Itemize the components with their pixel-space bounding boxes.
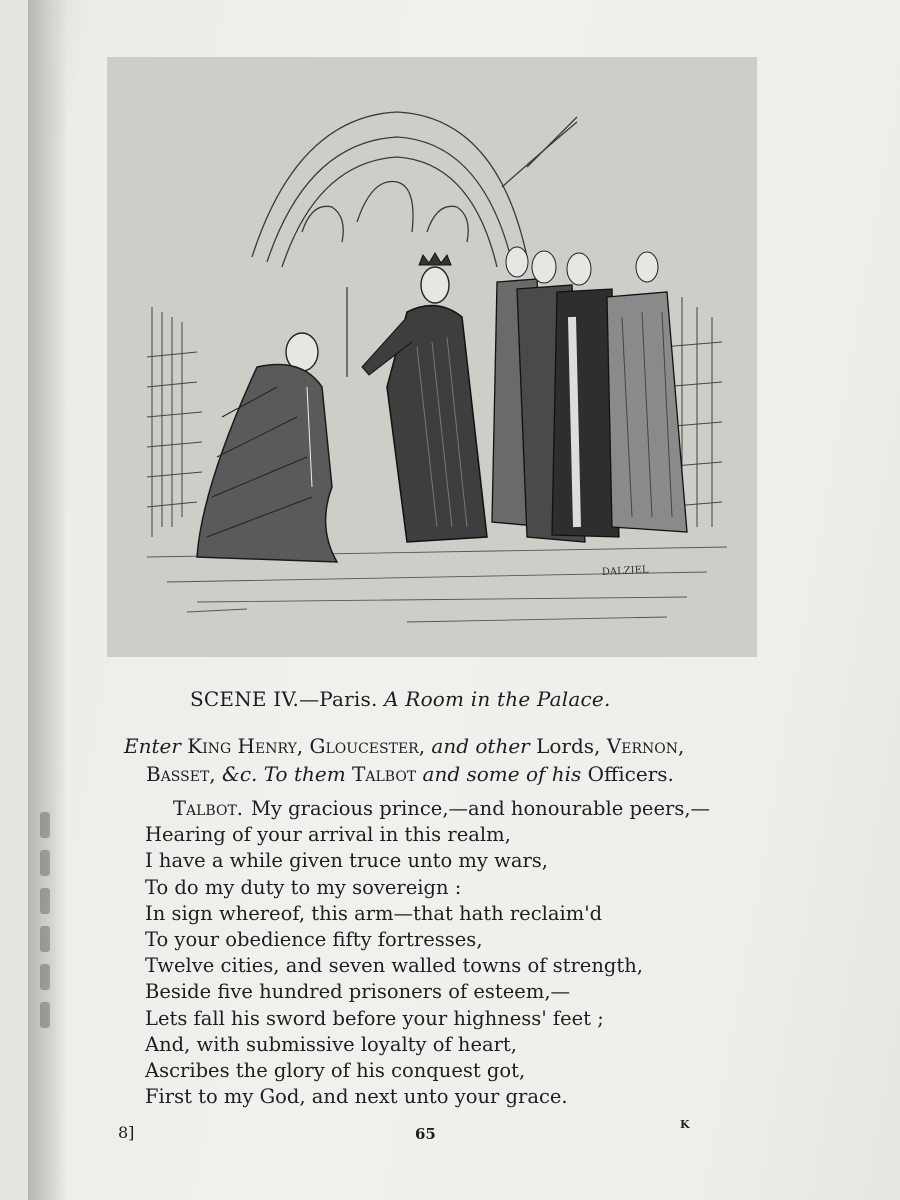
verse-line: Lets fall his sword before your highness' feet ; <box>145 1006 604 1030</box>
verse-line: And, with submissive loyalty of heart, <box>145 1032 517 1056</box>
stage-talbot: Talbot <box>352 762 417 786</box>
verse-line: Ascribes the glory of his conquest got, <box>145 1059 526 1083</box>
stage-enter: Enter <box>124 734 181 758</box>
stage-officers: Officers. <box>587 762 674 786</box>
verse-line: Beside five hundred prisoners of esteem,— <box>145 980 571 1004</box>
stage-lords: Lords, <box>536 734 601 758</box>
scene-dash: — <box>299 687 320 711</box>
facing-page-bleed <box>34 800 64 1080</box>
verse-line: Hearing of your arrival in this realm, <box>145 823 511 847</box>
scene-place: Paris. <box>319 687 378 711</box>
stage-and-some: and some of his <box>422 762 582 786</box>
scene-room: A Room in the Palace. <box>384 687 611 711</box>
stage-vernon: Vernon, <box>606 734 685 758</box>
stage-direction <box>124 732 764 788</box>
stage-to-them: To them <box>263 762 346 786</box>
engraver-signature: DALZIEL <box>601 564 649 578</box>
verse-line <box>145 796 785 822</box>
stage-etc: &c. <box>222 762 258 786</box>
engraving-drawing <box>107 57 757 657</box>
talbot-speech <box>145 796 785 1110</box>
verse-line: First to my God, and next unto your grace. <box>145 1085 568 1109</box>
engraving-illustration <box>107 57 757 657</box>
speaker-name: Talbot. <box>173 797 243 820</box>
page-number: 65 <box>415 1125 436 1143</box>
signature-mark: 8] <box>118 1123 135 1142</box>
verse-line: I have a while given truce unto my wars, <box>145 849 548 873</box>
scene-label: SCENE IV. <box>190 687 300 711</box>
stage-king: King Henry, <box>187 734 304 758</box>
stage-gloucester: Gloucester, <box>309 734 426 758</box>
verse-line: To your obedience fifty fortresses, <box>145 928 483 952</box>
verse-text: My gracious prince,—and honourable peers,— <box>250 797 711 820</box>
stage-and-other: and other <box>431 734 530 758</box>
scene-heading <box>190 687 750 711</box>
verse-line: Twelve cities, and seven walled towns of strength, <box>145 954 643 978</box>
stage-basset: Basset, <box>146 762 216 786</box>
verse-line: To do my duty to my sovereign : <box>145 875 462 899</box>
verse-line: In sign whereof, this arm—that hath reclaim'd <box>145 901 603 925</box>
stage-direction-line-2 <box>124 760 764 788</box>
gathering-mark: K <box>680 1118 690 1131</box>
